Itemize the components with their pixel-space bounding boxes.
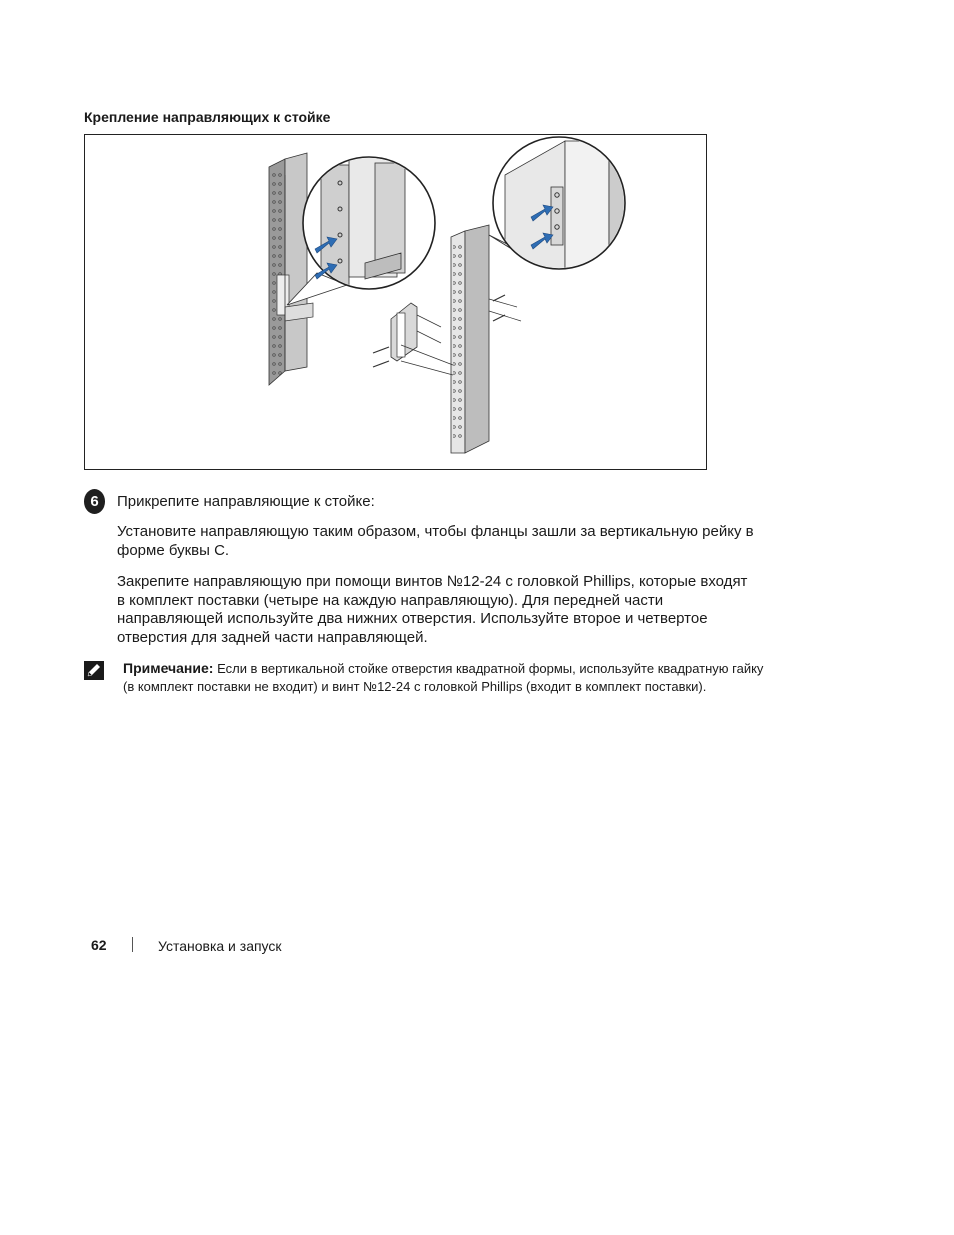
note-label: Примечание:	[123, 660, 214, 676]
right-detail-magnifier	[489, 137, 639, 285]
note-pencil-icon	[84, 661, 104, 680]
rail-bracket	[373, 295, 521, 375]
left-detail-magnifier	[287, 157, 435, 305]
note-text: Если в вертикальной стойке отверстия квадратной формы, используйте квадратную гайку (в комплект поставки не входит) и винт №12-24 с головкой Phillips (входит в комплект поставки).	[123, 661, 764, 694]
right-rack-post	[451, 225, 489, 453]
note-block	[123, 660, 773, 695]
figure-caption: Крепление направляющих к стойке	[84, 109, 331, 125]
footer-divider	[132, 937, 133, 952]
step-number-badge: 6	[84, 489, 105, 514]
rack-rail-diagram	[85, 135, 708, 471]
instruction-paragraph-1: Установите направляющую таким образом, чтобы фланцы зашли за вертикальную рейку в форме буквы С.	[117, 523, 754, 559]
instruction-paragraph-2: Закрепите направляющую при помощи винтов №12-24 с головкой Phillips, которые входят в комплект поставки (четыре на каждую направляющую). Для передней части направляющей используйте два нижних отверстия. Используйте второе и четвертое отверстия для задней части направляющей.	[117, 573, 748, 646]
rail-mounting-illustration	[84, 134, 707, 470]
footer-section-title: Установка и запуск	[158, 938, 282, 954]
left-rack-post	[269, 153, 313, 385]
step-title: Прикрепите направляющие к стойке:	[117, 493, 375, 510]
page-number: 62	[91, 937, 107, 953]
